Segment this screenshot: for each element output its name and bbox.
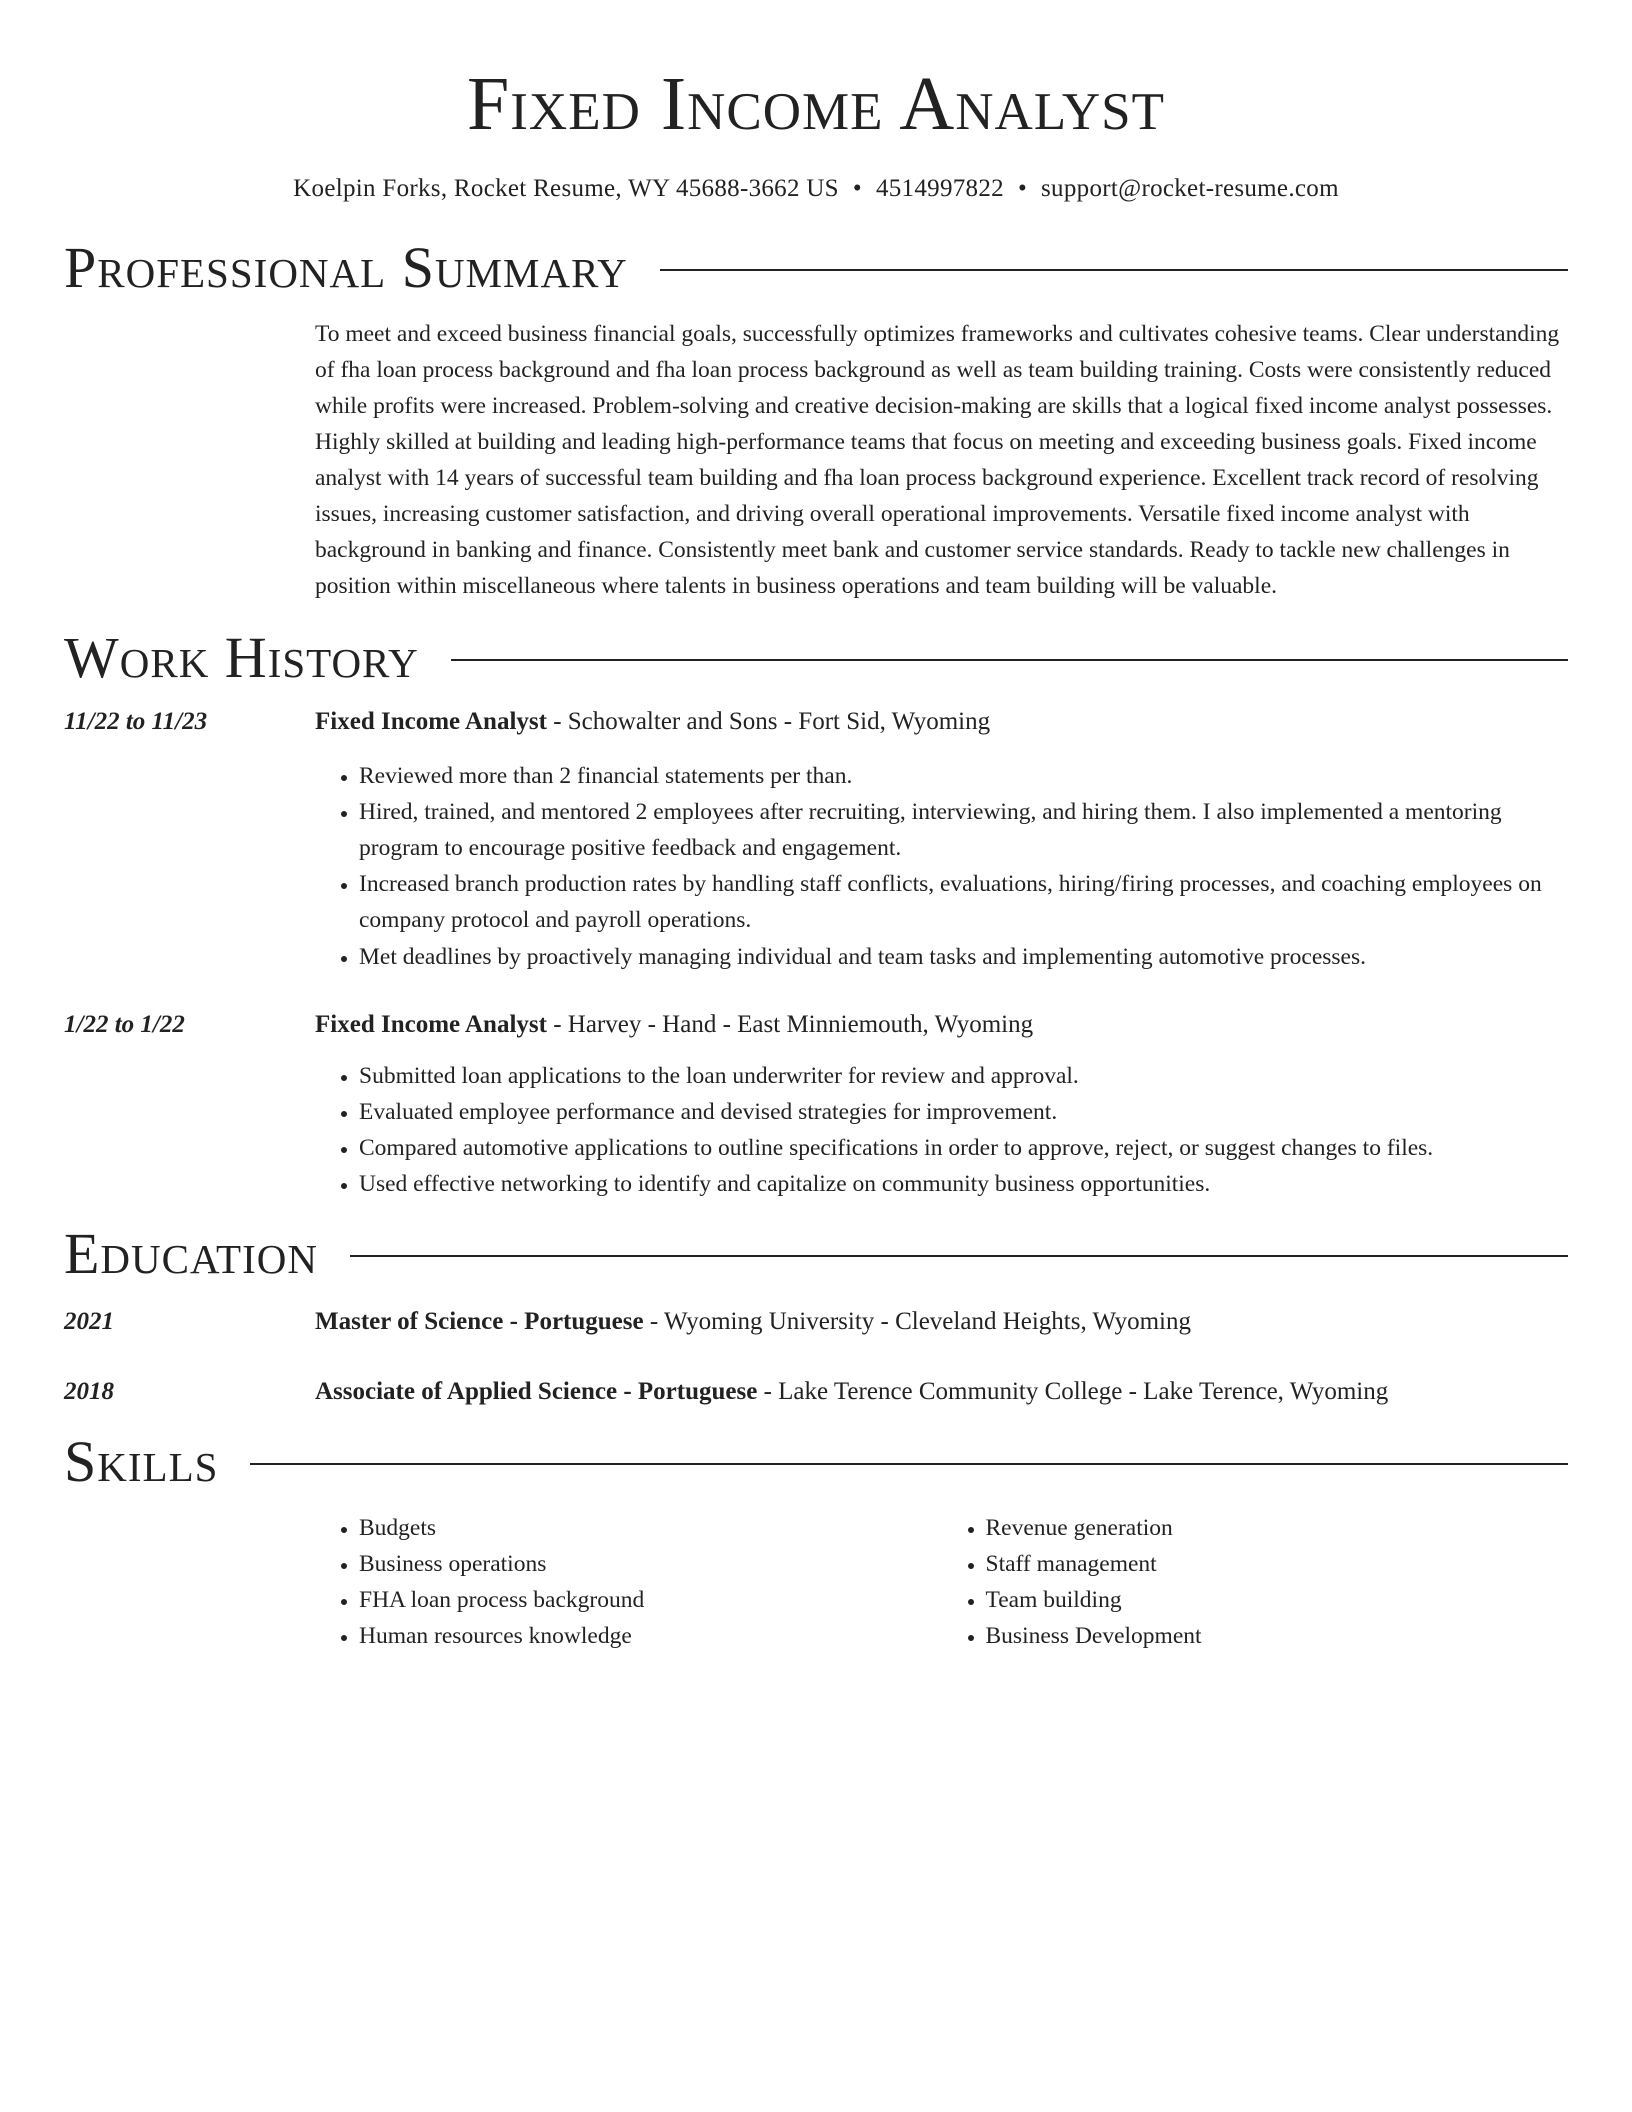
summary-heading: Professional Summary — [64, 235, 628, 300]
list-item: • Compared automotive applications to outline specifications in order to approve, reject, or suggest changes to files. — [359, 1130, 1568, 1166]
education-heading-line — [315, 1304, 1191, 1340]
education-heading-line — [315, 1374, 1388, 1410]
job-entry — [64, 704, 1568, 975]
job-entry — [64, 1007, 1568, 1202]
job-dates: 11/22 to 11/23 — [64, 708, 208, 735]
education-heading: Education — [64, 1221, 318, 1286]
skill-item: • Team building — [986, 1582, 1569, 1618]
skill-item: • FHA loan process background — [359, 1582, 942, 1618]
education-entry — [64, 1304, 1568, 1340]
skill-item: • Business Development — [986, 1618, 1569, 1654]
skill-item: • Budgets — [359, 1510, 942, 1546]
education-details: - Lake Terence Community College - Lake Terence, Wyoming — [757, 1378, 1389, 1405]
list-item: • Hired, trained, and mentored 2 employees after recruiting, interviewing, and hiring them. I also implemented a mentoring program to encourage positive feedback and engagement. — [359, 794, 1568, 866]
job-title: Fixed Income Analyst — [315, 708, 547, 735]
education-details: - Wyoming University - Cleveland Heights, Wyoming — [643, 1308, 1191, 1335]
section-divider — [451, 659, 1568, 661]
skill-item: • Staff management — [986, 1546, 1569, 1582]
job-title: Fixed Income Analyst — [315, 1011, 547, 1038]
skills-section-header — [64, 1430, 1568, 1494]
contact-line — [64, 174, 1568, 204]
contact-separator: • — [852, 175, 862, 202]
degree: Master of Science - Portuguese — [315, 1308, 644, 1335]
education-entry — [64, 1374, 1568, 1410]
list-item: • Submitted loan applications to the loan underwriter for review and approval. — [359, 1058, 1568, 1094]
address: Koelpin Forks, Rocket Resume, WY 45688-3662 US — [293, 175, 839, 202]
work-section-header — [64, 626, 1568, 690]
section-divider — [660, 269, 1568, 271]
skills-list — [315, 1510, 1568, 1654]
job-heading — [315, 1007, 1033, 1043]
summary-text: To meet and exceed business financial goals, successfully optimizes frameworks and cultivates cohesive teams. Clear understanding of fha loan process background and fha loan process background as well as team building training. Costs were consistently reduced while profits were increased. Problem-solving and creative decision-making are skills that a logical fixed income analyst possesses. Highly skilled at building and leading high-performance teams that focus on meeting and exceeding business goals. Fixed income analyst with 14 years of successful team building and fha loan process background experience. Excellent track record of resolving issues, increasing customer satisfaction, and driving overall operational improvements. Versatile fixed income analyst with background in banking and finance. Consistently meet bank and customer service standards. Ready to tackle new challenges in position within miscellaneous where talents in business operations and team building will be valuable. — [315, 321, 1560, 599]
phone: 4514997822 — [875, 175, 1004, 202]
skill-item: • Business operations — [359, 1546, 942, 1582]
job-details: - Harvey - Hand - East Minniemouth, Wyoming — [546, 1011, 1034, 1038]
skill-item: • Revenue generation — [986, 1510, 1569, 1546]
list-item: • Used effective networking to identify and capitalize on community business opportunities. — [359, 1166, 1568, 1202]
list-item: • Met deadlines by proactively managing individual and team tasks and implementing automotive processes. — [359, 939, 1568, 975]
job-bullets — [315, 758, 1568, 975]
candidate-name: Fixed Income Analyst — [467, 62, 1165, 146]
job-heading — [315, 704, 990, 740]
degree: Associate of Applied Science - Portuguese — [315, 1378, 758, 1405]
job-details: - Schowalter and Sons - Fort Sid, Wyoming — [546, 708, 991, 735]
education-section-header — [64, 1222, 1568, 1286]
contact-separator: • — [1017, 175, 1028, 202]
skills-heading: Skills — [64, 1429, 219, 1494]
education-year: 2018 — [64, 1378, 114, 1405]
section-divider — [350, 1255, 1568, 1257]
job-dates: 1/22 to 1/22 — [64, 1011, 185, 1038]
summary-body — [315, 316, 1568, 604]
list-item: • Evaluated employee performance and devised strategies for improvement. — [359, 1094, 1568, 1130]
education-year: 2021 — [64, 1308, 114, 1335]
summary-section-header — [64, 236, 1568, 300]
section-divider — [250, 1463, 1568, 1465]
list-item: • Increased branch production rates by handling staff conflicts, evaluations, hiring/firing processes, and coaching employees on company protocol and payroll operations. — [359, 866, 1568, 938]
skill-item: • Human resources knowledge — [359, 1618, 942, 1654]
job-bullets — [315, 1058, 1568, 1202]
resume-page — [64, 0, 1568, 1654]
work-heading: Work History — [64, 625, 419, 690]
email: support@rocket-resume.com — [1041, 175, 1339, 202]
skills-column-left — [315, 1510, 942, 1654]
skills-column-right — [942, 1510, 1569, 1654]
list-item: • Reviewed more than 2 financial statements per than. — [359, 758, 1568, 794]
